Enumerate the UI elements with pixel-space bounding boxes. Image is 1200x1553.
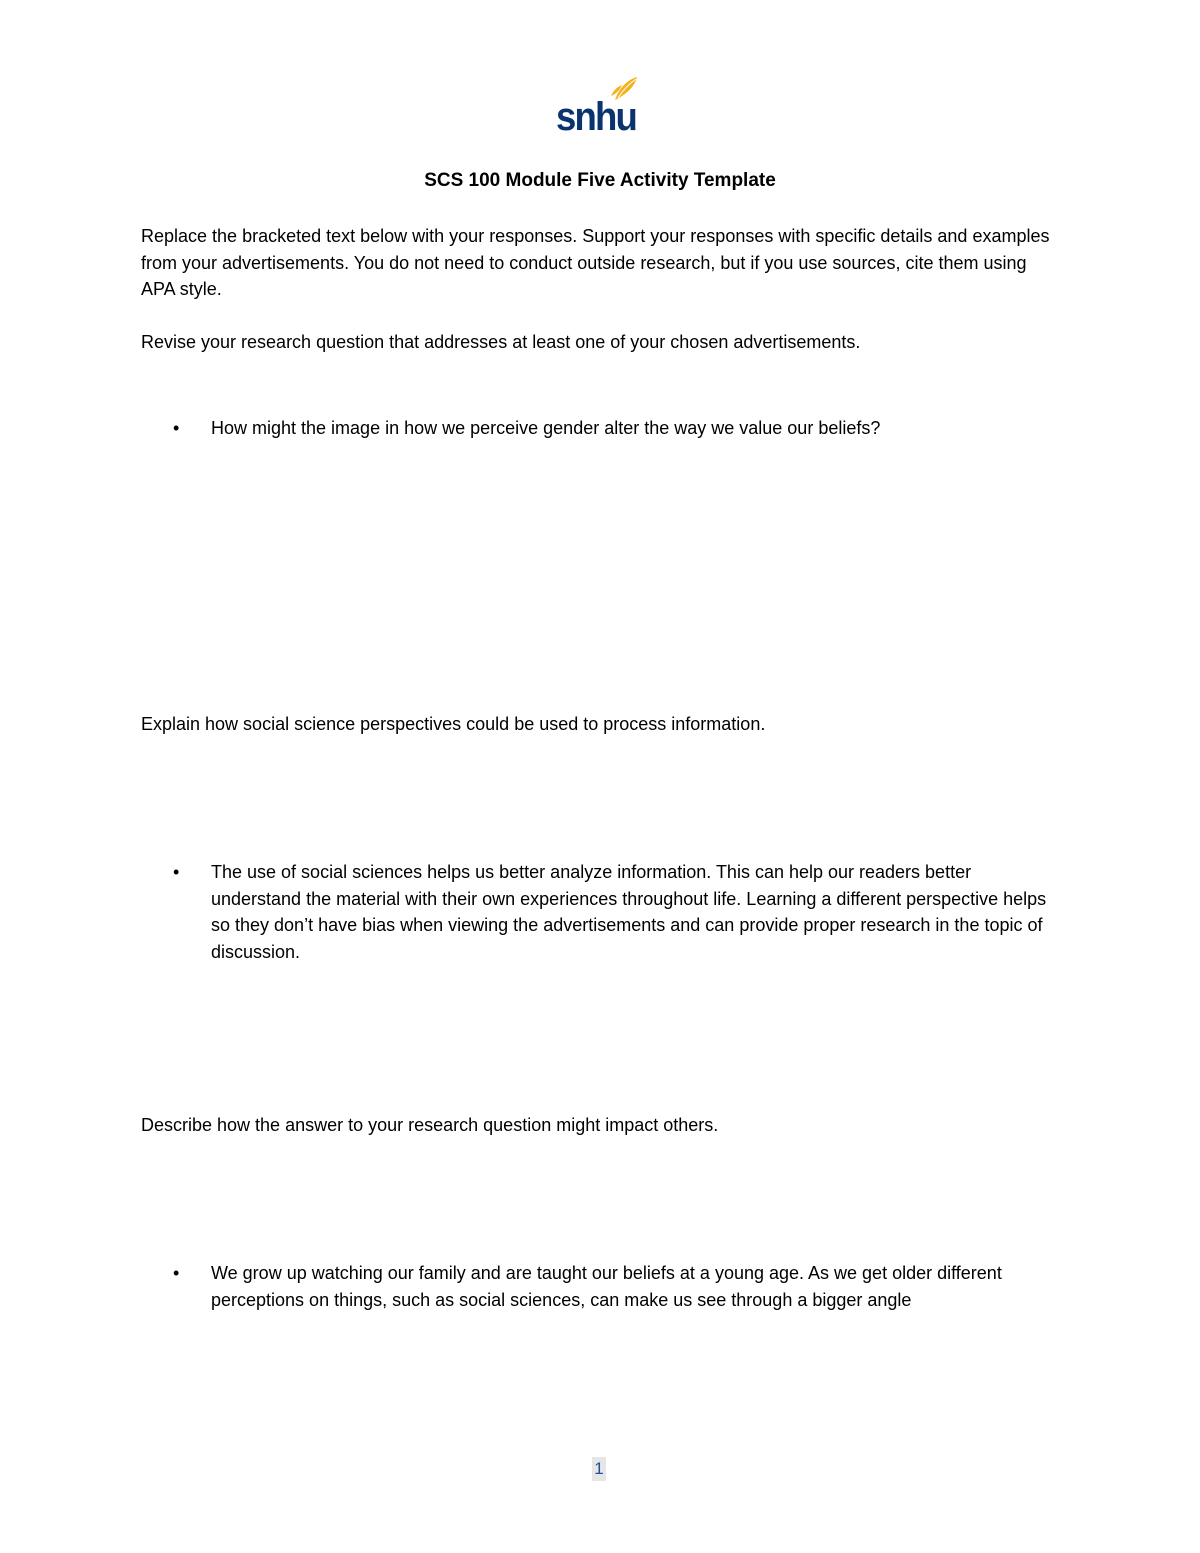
instructions-paragraph: Replace the bracketed text below with your responses. Support your responses with specific details and examples from your advertisements. You do not need to conduct outside research, but if you use sources, cite them using APA style.: [141, 226, 1050, 299]
bullet-icon: •: [173, 862, 180, 882]
prompt-research-question: Revise your research question that addresses at least one of your chosen advertisements.: [141, 332, 861, 352]
document-title: SCS 100 Module Five Activity Template: [424, 170, 776, 191]
bullet-icon: •: [173, 1263, 180, 1283]
answer-research-question: How might the image in how we perceive gender alter the way we value our beliefs?: [211, 418, 881, 438]
answer-impact-on-others: We grow up watching our family and are taught our beliefs at a young age. As we get older different perceptions on things, such as social sciences, can make us see through a bigger angle: [211, 1263, 1002, 1310]
answer-social-science-perspectives: The use of social sciences helps us better analyze information. This can help our readers better understand the material with their own experiences throughout life. Learning a different perspective helps so they don’t have bias when viewing the advertisements and can provide proper research in the topic of discussion.: [211, 862, 1047, 962]
snhu-logo: [555, 74, 639, 134]
svg-text:snhu: snhu: [556, 95, 636, 134]
bullet-icon: •: [173, 418, 180, 438]
prompt-social-science-perspectives: Explain how social science perspectives could be used to process information.: [141, 714, 766, 734]
page-number: 1: [592, 1457, 606, 1481]
prompt-impact-on-others: Describe how the answer to your research question might impact others.: [141, 1115, 719, 1135]
snhu-logo-graphic: [555, 74, 639, 134]
